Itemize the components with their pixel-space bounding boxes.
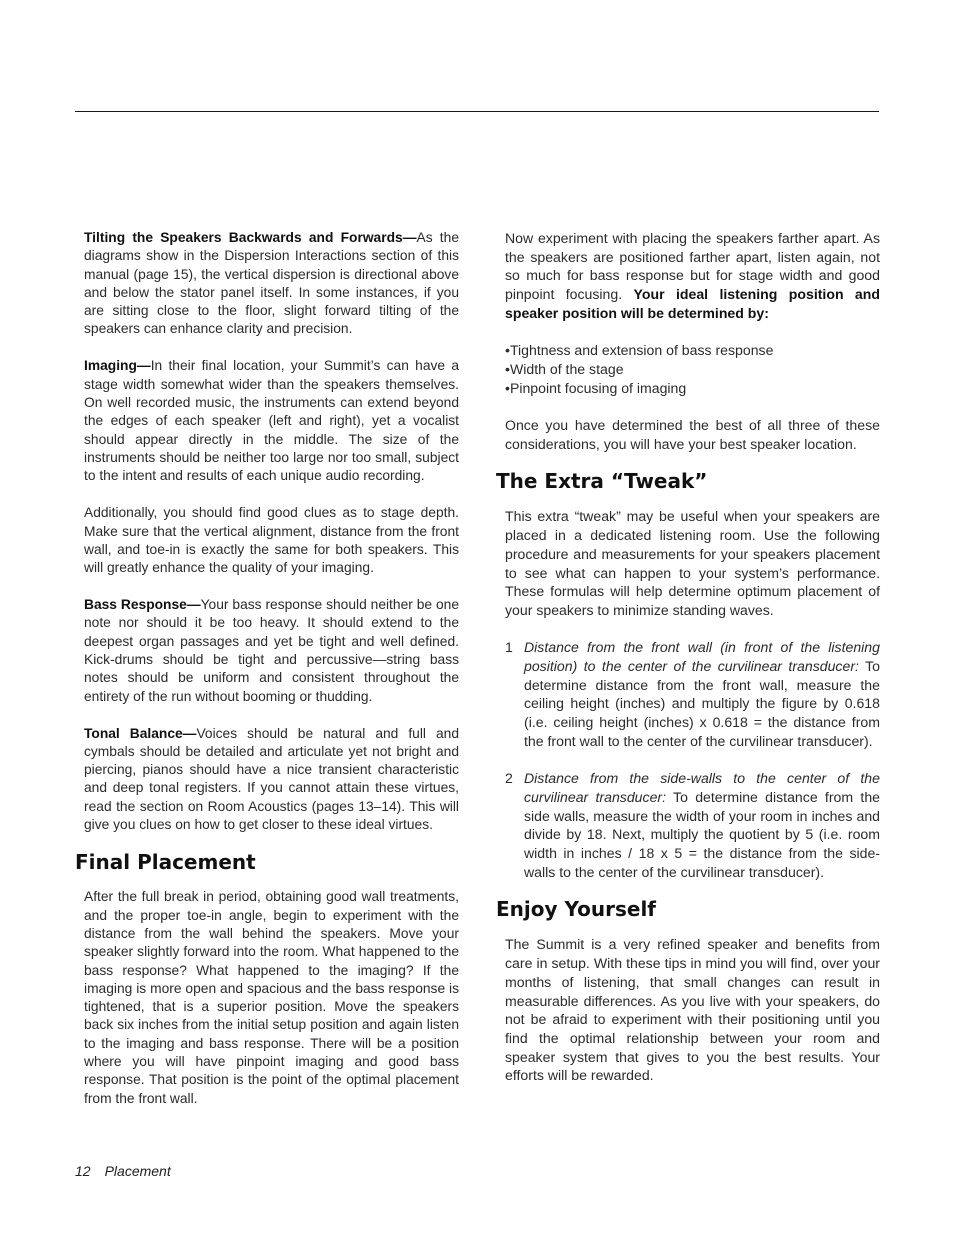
tweak-paragraph: This extra “tweak” may be useful when your speakers are placed in a dedicated listening room. Use the following procedure and measurements for your speakers placement to see what can happen to your system’s performance. These formulas will help determine optimum placement of your speakers to minimize standing waves. bbox=[505, 508, 880, 618]
tilting-paragraph bbox=[84, 229, 459, 339]
item-number: 1 bbox=[505, 639, 513, 656]
enjoy-yourself-heading: Enjoy Yourself bbox=[496, 897, 657, 922]
imaging-text: In their final location, your Summit’s can have a stage width somewhat wider than the speakers themselves. On well recorded music, the instruments can extend beyond the edges of each speaker (left and right), yet a vocalist should appear directly in the middle. The size of the instruments should be neither too large nor too small, subject to the intent and results of each unique audio recording. bbox=[84, 358, 459, 484]
final-placement-paragraph: After the full break in period, obtaining good wall treatments, and the proper toe-in angle, begin to experiment with the distance from the wall behind the speakers. Move your speaker slightly forward into the room. What happened to the bass response? What happened to the imaging? If the imaging is more open and spacious and the bass response is tightened, that is a superior position. Move the speakers back six inches from the initial setup position and again listen to the imaging and bass response. There will be a position where you will have pinpoint imaging and good bass response. That position is the point of the optimal placement from the front wall. bbox=[84, 889, 459, 1106]
bass-text: Your bass response should neither be one note nor should it be too heavy. It should extend to the deepest organ passages and yet be tight and well defined. Kick-drums should be tight and percussive—string bass notes should be uniform and consistent throughout the entirety of the run without booming or thudding. bbox=[84, 597, 459, 704]
enjoy-paragraph: The Summit is a very refined speaker and benefits from care in setup. With these tips in mind you will find, over your months of listening, that small changes can result in measurable differences. As you live with your speakers, do not be afraid to experiment with their positioning until you find the optimal relationship between your room and speaker system that gives to you the best results. Your efforts will be rewarded. bbox=[505, 936, 880, 1084]
bass-lead: Bass Response— bbox=[84, 597, 201, 613]
imaging-lead: Imaging— bbox=[84, 358, 151, 374]
list-item: • Width of the stage bbox=[505, 360, 880, 379]
right-column bbox=[496, 229, 880, 1104]
item-number: 2 bbox=[505, 770, 513, 787]
tilting-lead: Tilting the Speakers Backwards and Forwards— bbox=[84, 230, 417, 245]
list-item: • Pinpoint focusing of imaging bbox=[505, 379, 880, 398]
experiment-text: Now experiment with placing the speakers farther apart. As the speakers are positioned farther apart, listen again, not so much for bass response but for stage width and good pinpoint focusing. bbox=[505, 230, 880, 303]
final-placement-heading: Final Placement bbox=[75, 850, 256, 875]
left-column bbox=[75, 229, 459, 1127]
item-text: To determine distance from the side walls, measure the width of your room in inches and divide by 18. Next, multiply the quotient by 5 (i.e. room width in inches / 18 x 5 = the distance from the side-walls to the center of the curvilinear transducer). bbox=[524, 788, 880, 880]
additionally-paragraph: Additionally, you should find good clues as to stage depth. Make sure that the vertical alignment, distance from the front wall, and toe-in is exactly the same for both speakers. This will greatly enhance the quality of your imaging. bbox=[84, 505, 459, 576]
item-italic: Distance from the front wall (in front of the listening position) to the center of the curvilinear transducer: bbox=[524, 639, 880, 675]
tilting-text: As the diagrams show in the Dispersion Interactions section of this manual (page 15), the vertical dispersion is directional above and below the stator panel itself. In some instances, if you are sitting close to the floor, slight forward tilting of the speakers can enhance clarity and precision. bbox=[84, 230, 459, 337]
tonal-lead: Tonal Balance— bbox=[84, 725, 197, 741]
item-text: To determine distance from the front wall, measure the ceiling height (inches) and multiply the figure by 0.618 (i.e. ceiling height (inches) x 0.618 = the distance from the front wall to the center of the curvilinear transducer). bbox=[524, 658, 881, 749]
once-paragraph: Once you have determined the best of all three of these considerations, you will have your best speaker location. bbox=[505, 417, 880, 452]
experiment-paragraph bbox=[505, 229, 880, 323]
page-footer bbox=[75, 1163, 171, 1179]
bass-paragraph bbox=[84, 596, 459, 706]
extra-tweak-heading: The Extra “Tweak” bbox=[496, 469, 708, 494]
footer-section: Placement bbox=[104, 1163, 171, 1179]
numbered-item-2 bbox=[505, 769, 880, 881]
tonal-paragraph bbox=[84, 725, 459, 835]
list-item: • Tightness and extension of bass response bbox=[505, 341, 880, 360]
item-italic: Distance from the side-walls to the center of the curvilinear transducer: bbox=[524, 770, 880, 805]
imaging-paragraph bbox=[84, 357, 459, 485]
numbered-item-1 bbox=[505, 638, 880, 750]
criteria-list bbox=[505, 341, 880, 397]
tonal-text: Voices should be natural and full and cymbals should be detailed and articulate yet not bright and piercing, pianos should have a nice transient characteristic and deep tonal registers. If you cannot attain these virtues, read the section on Room Acoustics (pages 13–14). This will give you clues on how to get closer to these ideal virtues. bbox=[84, 725, 459, 833]
experiment-bold: Your ideal listening position and speaker position will be determined by: bbox=[505, 286, 880, 321]
header-rule bbox=[75, 111, 879, 112]
page-number: 12 bbox=[75, 1163, 91, 1179]
